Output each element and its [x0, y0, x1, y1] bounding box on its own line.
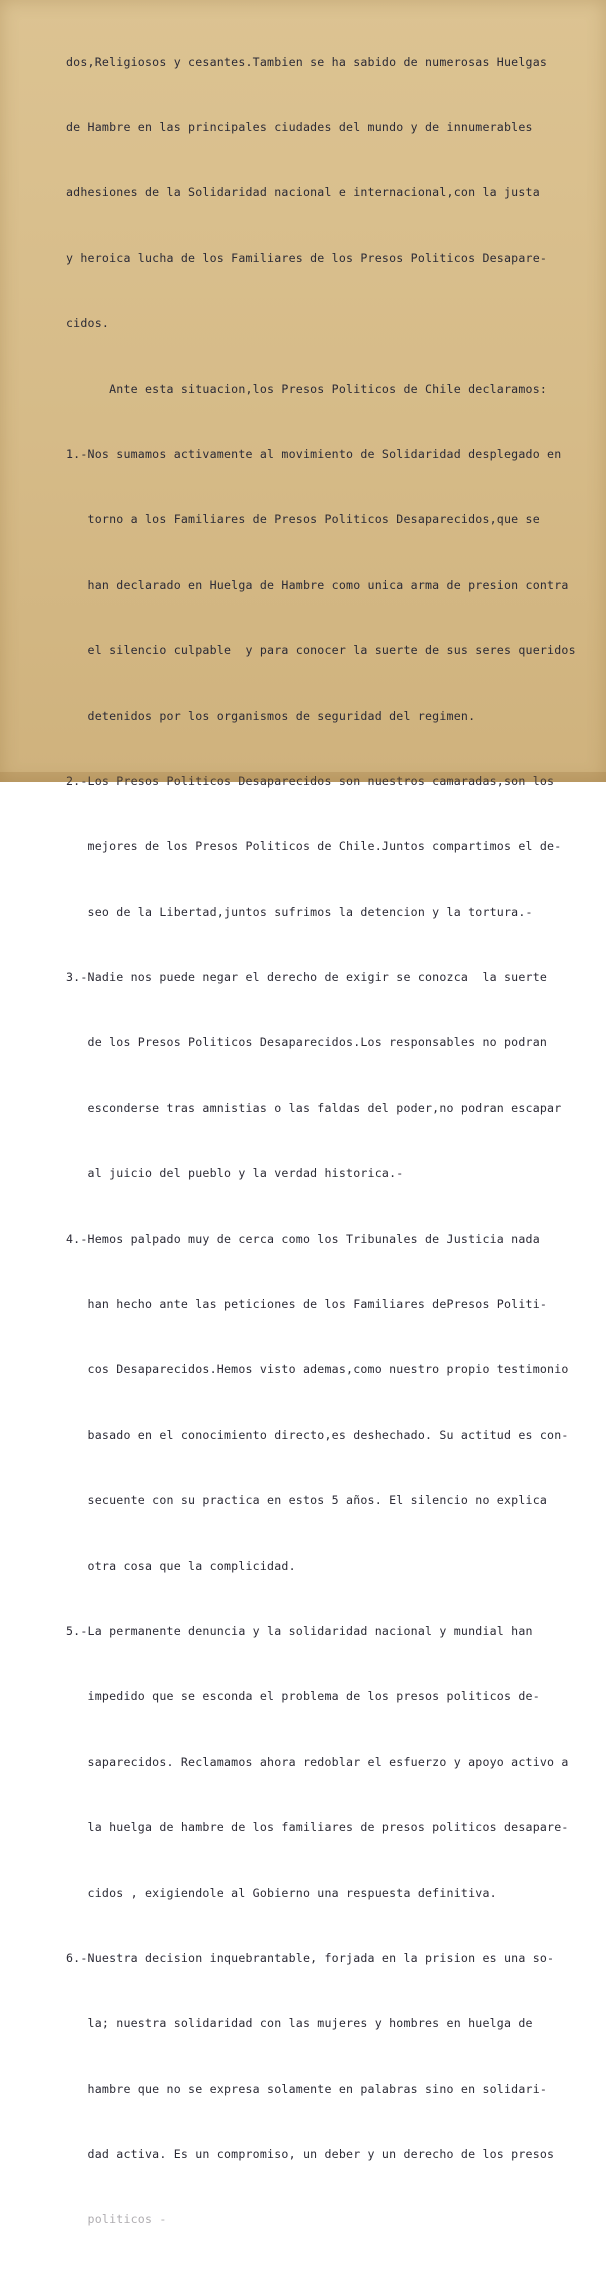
text-line: saparecidos. Reclamamos ahora redoblar el esfuerzo y apoyo activo a	[66, 1754, 569, 1769]
text-line: hambre que no se expresa solamente en palabras sino en solidari-	[66, 2081, 548, 2096]
paper-bottom-edge	[0, 772, 606, 782]
text-line: han declarado en Huelga de Hambre como unica arma de presion contra	[66, 577, 569, 592]
text-line: detenidos por los organismos de seguridad del regimen.	[66, 708, 476, 723]
text-line: adhesiones de la Solidaridad nacional e internacional,con la justa	[66, 185, 540, 200]
text-line: Ante esta situacion,los Presos Politicos de Chile declaramos:	[66, 381, 548, 396]
text-line: cidos.	[66, 316, 110, 331]
text-line: al juicio del pueblo y la verdad historica.-	[66, 1166, 404, 1181]
text-line: 2.-Los Presos Politicos Desaparecidos son nuestros camaradas,son los	[66, 773, 555, 788]
text-line: el silencio culpable y para conocer la suerte de sus seres queridos	[66, 643, 576, 658]
text-line: torno a los Familiares de Presos Politicos Desaparecidos,que se	[66, 512, 540, 527]
typewritten-body	[66, 8, 586, 2275]
text-line: 4.-Hemos palpado muy de cerca como los Tribunales de Justicia nada	[66, 1231, 540, 1246]
text-line: dos,Religiosos y cesantes.Tambien se ha sabido de numerosas Huelgas	[66, 54, 548, 69]
text-line: de Hambre en las principales ciudades del mundo y de innumerables	[66, 119, 533, 134]
text-line: la huelga de hambre de los familiares de presos politicos desapare-	[66, 1820, 569, 1835]
text-line: la; nuestra solidaridad con las mujeres y hombres en huelga de	[66, 2016, 533, 2031]
text-line: dad activa. Es un compromiso, un deber y un derecho de los presos	[66, 2147, 555, 2162]
text-line: 5.-La permanente denuncia y la solidaridad nacional y mundial han	[66, 1623, 533, 1638]
text-line: 6.-Nuestra decision inquebrantable, forjada en la prision es una so-	[66, 1950, 555, 1965]
text-line: impedido que se esconda el problema de los presos politicos de-	[66, 1689, 540, 1704]
text-line: de los Presos Politicos Desaparecidos.Los responsables no podran	[66, 1035, 548, 1050]
text-line: 1.-Nos sumamos activamente al movimiento de Solidaridad desplegado en	[66, 446, 562, 461]
text-line: seo de la Libertad,juntos sufrimos la detencion y la tortura.-	[66, 904, 533, 919]
text-line: otra cosa que la complicidad.	[66, 1558, 296, 1573]
text-line: cos Desaparecidos.Hemos visto ademas,como nuestro propio testimonio	[66, 1362, 569, 1377]
text-line: basado en el conocimiento directo,es deshechado. Su actitud es con-	[66, 1427, 569, 1442]
text-line: cidos , exigiendole al Gobierno una respuesta definitiva.	[66, 1885, 497, 1900]
text-line: secuente con su practica en estos 5 años. El silencio no explica	[66, 1493, 548, 1508]
text-line-faded: politicos -	[66, 2212, 167, 2227]
text-line: han hecho ante las peticiones de los Familiares dePresos Politi-	[66, 1297, 548, 1312]
text-line: esconderse tras amnistias o las faldas del poder,no podran escapar	[66, 1100, 562, 1115]
text-line: mejores de los Presos Politicos de Chile.Juntos compartimos el de-	[66, 839, 562, 854]
text-line: 3.-Nadie nos puede negar el derecho de exigir se conozca la suerte	[66, 970, 548, 985]
text-line: y heroica lucha de los Familiares de los Presos Politicos Desapare-	[66, 250, 548, 265]
